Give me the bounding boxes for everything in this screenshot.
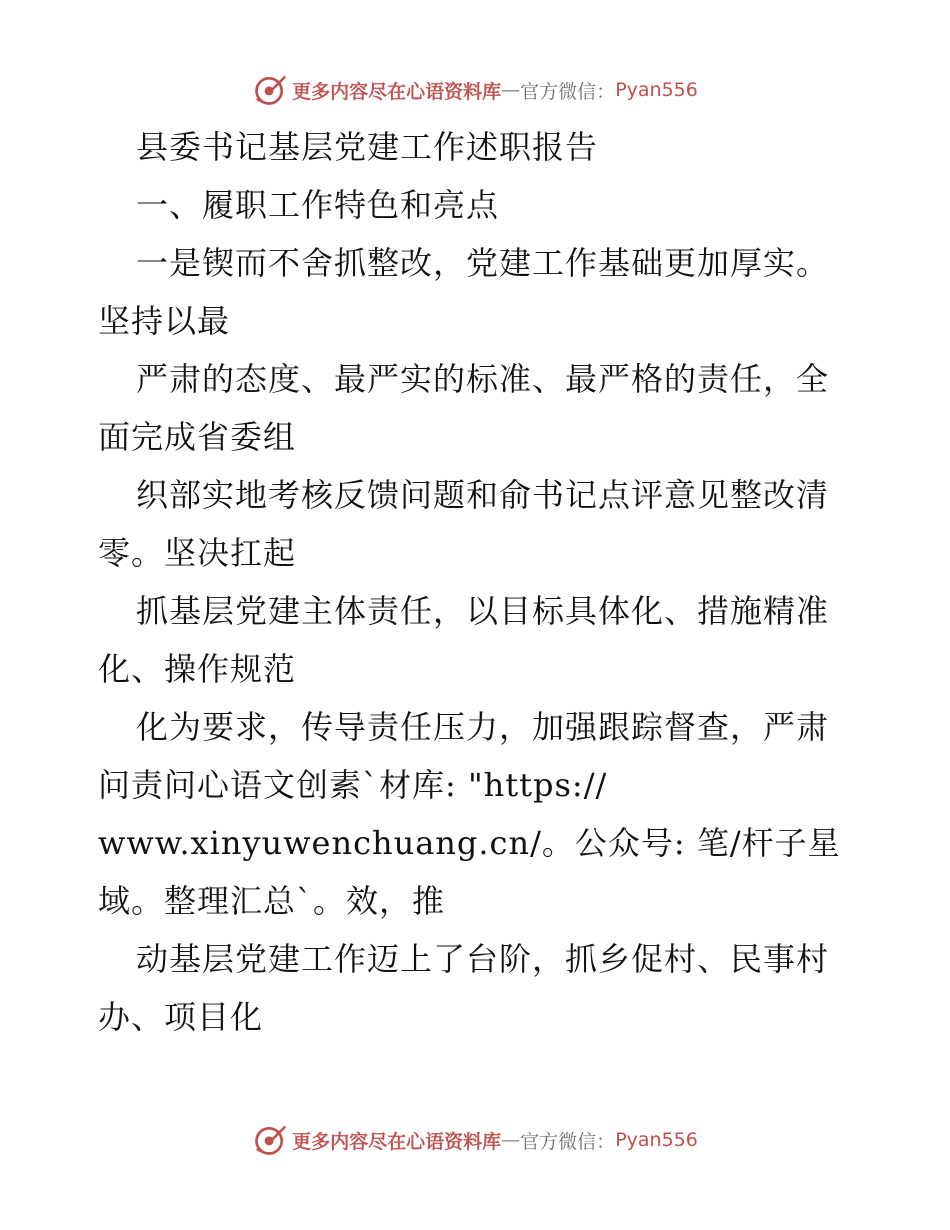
paragraph-line: 化为要求，传导责任压力，加强跟踪督查，严肃	[136, 708, 830, 746]
banner-sub-text: 官方微信：	[520, 80, 616, 103]
paragraph-line: 零。坚决扛起	[98, 534, 297, 572]
paragraph-line: 化、操作规范	[98, 650, 297, 688]
header-banner	[0, 70, 950, 110]
paragraph-line: 一是锲而不舍抓整改，党建工作基础更加厚实。	[136, 244, 830, 282]
paragraph-line: 抓基层党建主体责任，以目标具体化、措施精准	[136, 592, 830, 630]
footer-banner	[0, 1120, 950, 1160]
paragraph-line: 问责问心语文创素`材库: "https://	[98, 766, 608, 804]
paragraph-line: www.xinyuwenchuang.cn/。公众号: 笔/杆子星	[98, 824, 841, 862]
banner-main-text: 更多内容尽在心语资料库	[292, 80, 502, 103]
document-body	[98, 118, 858, 1046]
pen-circle-logo-icon	[252, 72, 288, 108]
document-title: 县委书记基层党建工作述职报告	[136, 128, 599, 166]
paragraph-line: 面完成省委组	[98, 418, 297, 456]
paragraph-line: 域。整理汇总`。效，推	[98, 882, 446, 920]
banner-wechat-id: Pyan556	[615, 1129, 698, 1151]
section-heading: 一、履职工作特色和亮点	[136, 186, 500, 224]
paragraph-line: 织部实地考核反馈问题和俞书记点评意见整改清	[136, 476, 830, 514]
paragraph-line: 严肃的态度、最严实的标准、最严格的责任，全	[136, 360, 830, 398]
banner-separator: —	[501, 1129, 521, 1151]
banner-wechat-id: Pyan556	[615, 79, 698, 101]
banner-separator: —	[501, 79, 521, 101]
paragraph-line: 坚持以最	[98, 302, 231, 340]
paragraph-line: 办、项目化	[98, 998, 264, 1036]
banner-sub-text: 官方微信：	[520, 1130, 616, 1153]
pen-circle-logo-icon	[252, 1122, 288, 1158]
paragraph-line: 动基层党建工作迈上了台阶，抓乡促村、民事村	[136, 940, 830, 978]
banner-main-text: 更多内容尽在心语资料库	[292, 1130, 502, 1153]
